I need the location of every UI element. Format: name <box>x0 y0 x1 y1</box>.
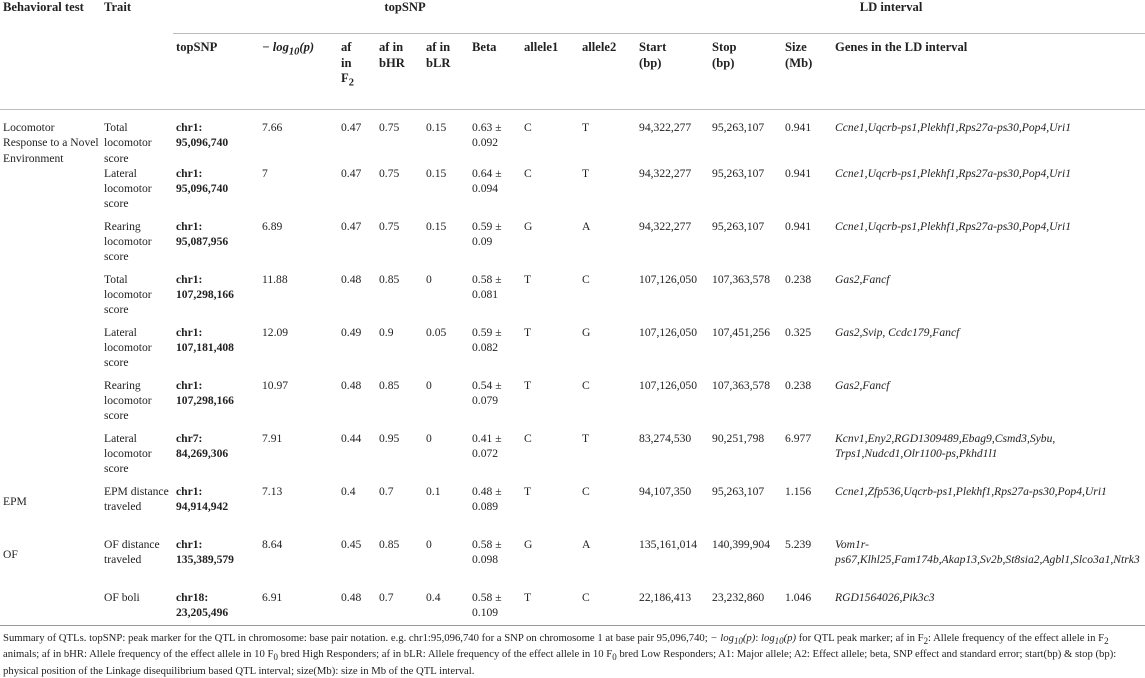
cell-allele2: C <box>579 590 636 626</box>
cell-af-bhr: 0.75 <box>379 121 400 134</box>
cell-af-f2: 0.48 <box>341 378 362 392</box>
cell-behavioral-test: OF <box>0 537 101 626</box>
cell-topsnp: chr18: 23,205,496 <box>173 590 259 626</box>
cell-allele1: C <box>524 166 532 180</box>
cell-af-bhr: 0.85 <box>379 378 400 392</box>
cell-genes: Vom1r-ps67,Klhl25,Fam174b,Akap13,Sv2b,St8sia2,Agbl1,Slco3a1,Ntrk3 <box>835 537 1140 567</box>
header-af-bhr: af in bHR <box>376 34 423 110</box>
cell-af-f2: 0.44 <box>341 431 362 445</box>
cell-behavioral-test: Locomotor Response to a Novel Environment <box>3 121 99 165</box>
cell-af-blr: 0 <box>426 537 432 551</box>
cell-allele2: A <box>582 537 591 551</box>
cell-topsnp: chr1: 107,181,408 <box>176 325 234 355</box>
cell-stop: 90,251,798 <box>712 431 765 445</box>
cell-trait: Total locomotor score <box>104 272 152 317</box>
cell-allele1: T <box>524 378 532 392</box>
cell-genes: Ccne1,Uqcrb-ps1,Plekhf1,Rps27a-ps30,Pop4,Uri1 <box>835 121 1072 134</box>
cell-trait: Lateral locomotor score <box>104 166 152 211</box>
cell-size: 0.941 <box>785 166 812 180</box>
cell-af-blr: 0 <box>426 272 432 286</box>
cell-allele1: T <box>524 272 532 286</box>
cell-beta: 0.58 ± 0.098 <box>472 537 502 567</box>
cell-topsnp: chr1: 107,298,166 <box>176 272 234 302</box>
cell-af-blr: 0.15 <box>426 166 447 180</box>
cell-stop: 107,451,256 <box>712 325 771 339</box>
header-af-f2: af in $F_2$ <box>338 34 376 110</box>
cell-logp: 10.97 <box>262 378 289 392</box>
cell-trait: Rearing locomotor score <box>104 219 152 264</box>
cell-start: 94,322,277 <box>639 166 692 180</box>
cell-logp: 6.91 <box>259 590 338 626</box>
cell-size: 5.239 <box>785 537 812 551</box>
cell-beta: 0.63 ± 0.092 <box>472 121 502 150</box>
cell-logp: 11.88 <box>262 272 288 286</box>
header-allele1: allele1 <box>521 34 579 110</box>
cell-size: 1.046 <box>782 590 832 626</box>
cell-allele1: G <box>524 219 533 233</box>
cell-af-bhr: 0.85 <box>379 272 400 286</box>
cell-start: 83,274,530 <box>639 431 692 445</box>
cell-size: 0.325 <box>785 325 812 339</box>
cell-topsnp: chr1: 107,298,166 <box>176 378 234 408</box>
cell-stop: 95,263,107 <box>712 166 765 180</box>
table-row <box>0 378 1145 431</box>
cell-af-blr: 0 <box>426 431 432 445</box>
cell-allele1: T <box>521 590 579 626</box>
table-row <box>0 590 1145 626</box>
cell-af-bhr: 0.85 <box>379 537 400 551</box>
cell-trait: EPM distance traveled <box>104 484 169 514</box>
cell-af-bhr: 0.7 <box>376 590 423 626</box>
cell-allele2: A <box>582 219 591 233</box>
table-caption: Summary of QTLs. topSNP: peak marker for the QTL in chromosome: base pair notation. e.g. chr1:95,096,740 for a SNP on chromosome 1 at base pair 95,096,740; − $\log_{10}(p)$: $\log_{10}(p)$ for QTL peak marker; af in $F_2$: Allele frequency of the effect allele in $F_2$ animals; af in bHR: Allele frequency of the effect allele in 10 $F_0$ bred High Responders; af in bLR: Allele frequency of the effect allele in 10 $F_0$ bred Low Responders; A1: Major allele; A2: Effect allele; beta, SNP effect and standard error; start(bp) & stop (bp): physical position of the Linkage disequilibrium based QTL interval; size(Mb): size in Mb of the QTL interval. <box>3 632 1117 677</box>
cell-start: 94,322,277 <box>639 121 692 134</box>
cell-topsnp: chr1: 95,096,740 <box>176 166 229 196</box>
cell-beta: 0.48 ± 0.089 <box>472 484 502 514</box>
header-group-ld-interval: LD interval <box>636 0 1145 34</box>
cell-af-blr: 0.15 <box>426 121 447 134</box>
cell-stop: 107,363,578 <box>712 378 771 392</box>
cell-allele2: G <box>582 325 591 339</box>
cell-allele2: C <box>582 484 590 498</box>
cell-af-blr: 0 <box>426 378 432 392</box>
cell-af-f2: 0.47 <box>341 121 362 134</box>
table-row <box>0 219 1145 272</box>
cell-trait: Lateral locomotor score <box>104 325 152 370</box>
cell-allele1: G <box>524 537 533 551</box>
cell-af-blr: 0.05 <box>426 325 447 339</box>
cell-topsnp: chr1: 94,914,942 <box>176 484 229 514</box>
cell-af-f2: 0.47 <box>341 219 362 233</box>
cell-topsnp: chr7: 84,269,306 <box>176 431 229 461</box>
cell-trait: Total locomotor score <box>104 121 152 165</box>
cell-logp: 7 <box>262 166 268 180</box>
cell-af-bhr: 0.7 <box>379 484 394 498</box>
cell-genes: RGD1564026,Pik3c3 <box>832 590 1145 626</box>
cell-behavioral-test: EPM <box>3 494 27 508</box>
cell-allele1: C <box>524 431 532 445</box>
cell-stop: 95,263,107 <box>712 219 765 233</box>
cell-stop: 95,263,107 <box>712 121 765 134</box>
cell-logp: 6.89 <box>262 219 283 233</box>
cell-logp: 12.09 <box>262 325 289 339</box>
header-allele2: allele2 <box>579 34 636 110</box>
cell-trait: Rearing locomotor score <box>104 378 152 423</box>
table-row <box>0 166 1145 219</box>
cell-genes: Gas2,Fancf <box>835 272 890 286</box>
cell-beta: 0.59 ± 0.09 <box>472 219 502 249</box>
cell-stop: 23,232,860 <box>709 590 782 626</box>
cell-size: 0.238 <box>785 378 812 392</box>
cell-stop: 140,399,904 <box>712 537 771 551</box>
cell-logp: 8.64 <box>262 537 283 551</box>
cell-af-f2: 0.48 <box>338 590 376 626</box>
cell-genes: Gas2,Svip, Ccdc179,Fancf <box>835 325 960 339</box>
cell-beta: 0.58 ± 0.109 <box>469 590 521 626</box>
cell-af-bhr: 0.75 <box>379 166 400 180</box>
header-start: Start (bp) <box>636 34 709 110</box>
cell-trait: OF distance traveled <box>104 537 160 567</box>
cell-trait: OF boli <box>101 590 173 626</box>
cell-genes: Ccne1,Uqcrb-ps1,Plekhf1,Rps27a-ps30,Pop4,Uri1 <box>835 166 1072 180</box>
cell-af-blr: 0.1 <box>426 484 441 498</box>
cell-topsnp: chr1: 95,087,956 <box>176 219 229 249</box>
cell-topsnp: chr1: 135,389,579 <box>176 537 234 567</box>
table-row <box>0 110 1145 166</box>
cell-genes: Gas2,Fancf <box>835 378 890 392</box>
cell-genes: Ccne1,Uqcrb-ps1,Plekhf1,Rps27a-ps30,Pop4,Uri1 <box>835 219 1072 233</box>
header-group-topsnp: topSNP <box>173 0 636 34</box>
cell-start: 135,161,014 <box>639 537 698 551</box>
cell-topsnp: chr1: 95,096,740 <box>176 121 229 150</box>
header-af-blr: af in bLR <box>423 34 469 110</box>
header-stop: Stop (bp) <box>709 34 782 110</box>
cell-beta: 0.64 ± 0.094 <box>472 166 502 196</box>
header-size: Size (Mb) <box>782 34 832 110</box>
table-row <box>0 537 1145 590</box>
cell-af-f2: 0.48 <box>341 272 362 286</box>
cell-size: 0.941 <box>785 121 812 134</box>
cell-allele2: C <box>582 272 590 286</box>
cell-af-f2: 0.49 <box>341 325 362 339</box>
cell-start: 107,126,050 <box>639 272 698 286</box>
cell-allele2: C <box>582 378 590 392</box>
cell-af-f2: 0.4 <box>341 484 356 498</box>
cell-size: 0.941 <box>785 219 812 233</box>
cell-beta: 0.59 ± 0.082 <box>472 325 502 355</box>
cell-beta: 0.58 ± 0.081 <box>472 272 502 302</box>
cell-start: 94,107,350 <box>639 484 692 498</box>
cell-genes: Ccne1,Zfp536,Uqcrb-ps1,Plekhf1,Rps27a-ps30,Pop4,Uri1 <box>835 484 1107 498</box>
header-behavioral-test: Behavioral test <box>0 0 101 110</box>
cell-af-bhr: 0.9 <box>379 325 394 339</box>
cell-allele1: C <box>524 121 532 134</box>
cell-af-bhr: 0.75 <box>379 219 400 233</box>
cell-beta: 0.41 ± 0.072 <box>472 431 502 461</box>
cell-start: 94,322,277 <box>639 219 692 233</box>
cell-allele2: T <box>582 121 590 134</box>
cell-allele2: T <box>582 166 590 180</box>
cell-stop: 107,363,578 <box>712 272 771 286</box>
header-beta: Beta <box>469 34 521 110</box>
cell-allele1: T <box>524 325 532 339</box>
table-row <box>0 431 1145 484</box>
cell-start: 22,186,413 <box>636 590 709 626</box>
table-row <box>0 325 1145 378</box>
cell-allele2: T <box>582 431 590 445</box>
cell-stop: 95,263,107 <box>712 484 765 498</box>
cell-beta: 0.54 ± 0.079 <box>472 378 502 408</box>
cell-start: 107,126,050 <box>639 378 698 392</box>
cell-genes: Kcnv1,Eny2,RGD1309489,Ebag9,Csmd3,Sybu, Trps1,Nudcd1,Olr1100-ps,Pkhd1l1 <box>835 431 1056 461</box>
cell-af-blr: 0.4 <box>423 590 469 626</box>
cell-size: 6.977 <box>785 431 812 445</box>
cell-allele1: T <box>524 484 532 498</box>
cell-size: 1.156 <box>785 484 812 498</box>
cell-logp: 7.13 <box>262 484 283 498</box>
cell-af-blr: 0.15 <box>426 219 447 233</box>
cell-af-bhr: 0.95 <box>379 431 400 445</box>
cell-logp: 7.66 <box>262 121 283 134</box>
cell-af-f2: 0.47 <box>341 166 362 180</box>
cell-start: 107,126,050 <box>639 325 698 339</box>
table-row <box>0 272 1145 325</box>
cell-size: 0.238 <box>785 272 812 286</box>
header-trait: Trait <box>101 0 173 110</box>
cell-logp: 7.91 <box>262 431 283 445</box>
cell-af-f2: 0.45 <box>341 537 362 551</box>
header-topsnp: topSNP <box>173 34 259 110</box>
table-row <box>0 484 1145 537</box>
cell-trait: Lateral locomotor score <box>104 431 152 476</box>
header-genes: Genes in the LD interval <box>832 34 1145 110</box>
header-logp: − $\log_{10}(p)$ <box>259 34 338 110</box>
